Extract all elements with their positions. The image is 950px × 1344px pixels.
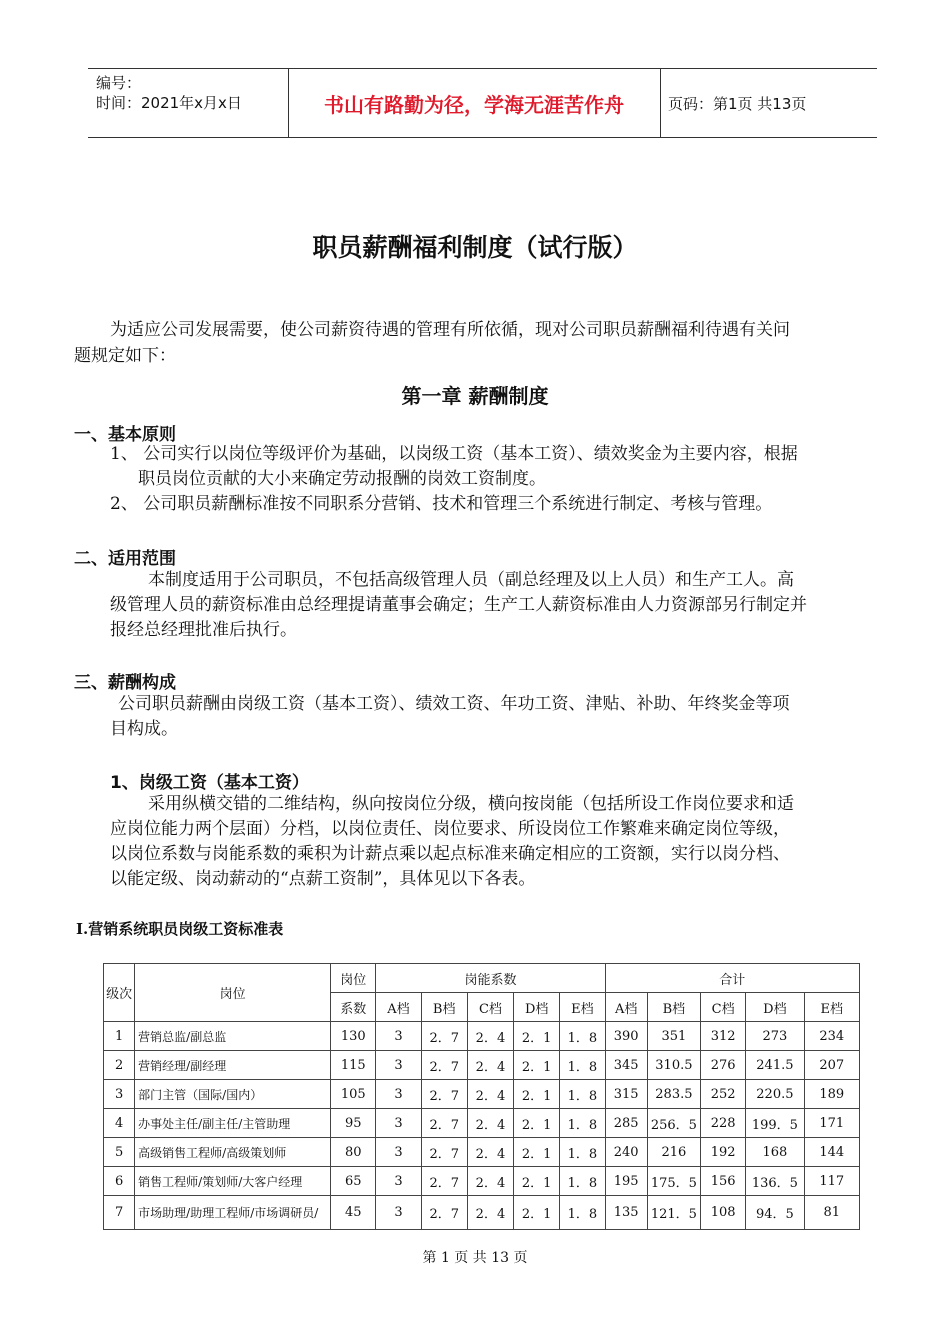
total-cell: 81 <box>804 1196 859 1230</box>
table-row <box>104 1109 860 1138</box>
ability-cell: 2．7 <box>421 1167 467 1196</box>
total-cell: 135 <box>605 1196 647 1230</box>
ability-cell: 2．7 <box>421 1051 467 1080</box>
level-cell: 5 <box>104 1138 135 1167</box>
coef-cell: 130 <box>331 1022 376 1051</box>
ability-cell: 2．1 <box>514 1051 560 1080</box>
ability-cell: 3 <box>376 1051 421 1080</box>
grade-e: E档 <box>804 993 859 1022</box>
total-cell: 171 <box>804 1109 859 1138</box>
ability-cell: 1．8 <box>560 1138 605 1167</box>
position-cell: 营销经理/副经理 <box>135 1051 331 1080</box>
ability-cell: 2．7 <box>421 1022 467 1051</box>
ability-cell: 3 <box>376 1138 421 1167</box>
ability-cell: 1．8 <box>560 1167 605 1196</box>
ability-cell: 2．4 <box>467 1080 513 1109</box>
ability-cell: 2．1 <box>514 1022 560 1051</box>
total-cell: 136．5 <box>746 1167 804 1196</box>
coef-cell: 45 <box>331 1196 376 1230</box>
salary-table <box>103 963 860 1230</box>
section-3-line-2: 目构成。 <box>110 719 178 739</box>
total-cell: 94．5 <box>746 1196 804 1230</box>
total-cell: 351 <box>647 1022 700 1051</box>
total-cell: 312 <box>701 1022 746 1051</box>
intro-line-2: 题规定如下： <box>74 346 176 366</box>
position-cell: 营销总监/副总监 <box>135 1022 331 1051</box>
total-cell: 168 <box>746 1138 804 1167</box>
subsection-1-line-3: 以岗位系数与岗能系数的乘积为计薪点乘以起点标准来确定相应的工资额，实行以岗分档、 <box>110 844 790 864</box>
grade-b: B档 <box>647 993 700 1022</box>
intro-line-1: 为适应公司发展需要，使公司薪资待遇的管理有所依循，现对公司职员薪酬福利待遇有关问 <box>110 320 790 340</box>
total-cell: 285 <box>605 1109 647 1138</box>
total-cell: 220.5 <box>746 1080 804 1109</box>
total-cell: 144 <box>804 1138 859 1167</box>
table-row <box>104 1196 860 1230</box>
ability-cell: 2．1 <box>514 1080 560 1109</box>
ability-cell: 3 <box>376 1196 421 1230</box>
ability-cell: 2．1 <box>514 1109 560 1138</box>
section-1-heading: 一、基本原则 <box>74 425 176 445</box>
level-cell: 7 <box>104 1196 135 1230</box>
header-meta <box>96 73 242 113</box>
position-cell: 部门主管（国际/国内） <box>135 1080 331 1109</box>
ability-cell: 2．7 <box>421 1196 467 1230</box>
total-cell: 228 <box>701 1109 746 1138</box>
position-cell: 销售工程师/策划师/大客户经理 <box>135 1167 331 1196</box>
total-cell: 345 <box>605 1051 647 1080</box>
grade-b: B档 <box>421 993 467 1022</box>
total-cell: 117 <box>804 1167 859 1196</box>
header-total: 合计 <box>605 964 859 993</box>
section-3-heading: 三、薪酬构成 <box>74 673 176 693</box>
ability-cell: 3 <box>376 1022 421 1051</box>
ability-cell: 2．4 <box>467 1051 513 1080</box>
section-2-heading: 二、适用范围 <box>74 549 176 569</box>
ability-cell: 1．8 <box>560 1080 605 1109</box>
table-row <box>104 1080 860 1109</box>
coef-cell: 65 <box>331 1167 376 1196</box>
ability-cell: 2．7 <box>421 1109 467 1138</box>
table-row <box>104 1022 860 1051</box>
header-level: 级次 <box>104 964 135 1022</box>
ability-cell: 2．1 <box>514 1138 560 1167</box>
total-cell: 207 <box>804 1051 859 1080</box>
grade-a: A档 <box>605 993 647 1022</box>
total-cell: 256．5 <box>647 1109 700 1138</box>
ability-cell: 2．4 <box>467 1196 513 1230</box>
section-1-item-1-line-1: 1、 公司实行以岗位等级评价为基础，以岗级工资（基本工资）、绩效奖金为主要内容，根据 <box>110 444 798 464</box>
ability-cell: 2．1 <box>514 1196 560 1230</box>
position-cell: 高级销售工程师/高级策划师 <box>135 1138 331 1167</box>
level-cell: 2 <box>104 1051 135 1080</box>
section-3-line-1: 公司职员薪酬由岗级工资（基本工资）、绩效工资、年功工资、津贴、补助、年终奖金等项 <box>118 694 790 714</box>
page-footer: 第 1 页 共 13 页 <box>422 1250 528 1266</box>
total-cell: 189 <box>804 1080 859 1109</box>
document-title: 职员薪酬福利制度（试行版） <box>312 233 638 262</box>
total-cell: 240 <box>605 1138 647 1167</box>
subsection-1-line-1: 采用纵横交错的二维结构，纵向按岗位分级，横向按岗能（包括所设工作岗位要求和适 <box>148 794 794 814</box>
header-coef-bottom: 系数 <box>331 993 376 1022</box>
total-cell: 121．5 <box>647 1196 700 1230</box>
time-label: 时间：2021年x月x日 <box>96 94 242 112</box>
section-2-line-3: 报经总经理批准后执行。 <box>110 620 297 640</box>
ability-cell: 2．4 <box>467 1109 513 1138</box>
grade-e: E档 <box>560 993 605 1022</box>
ability-cell: 3 <box>376 1080 421 1109</box>
coef-cell: 115 <box>331 1051 376 1080</box>
header-position: 岗位 <box>135 964 331 1022</box>
level-cell: 6 <box>104 1167 135 1196</box>
table-caption: Ⅰ.营销系统职员岗级工资标准表 <box>76 920 284 938</box>
level-cell: 4 <box>104 1109 135 1138</box>
section-1-item-1-line-2: 职员岗位贡献的大小来确定劳动报酬的岗效工资制度。 <box>138 469 546 489</box>
table-row <box>104 1138 860 1167</box>
total-cell: 234 <box>804 1022 859 1051</box>
ability-cell: 2．7 <box>421 1080 467 1109</box>
grade-c: C档 <box>467 993 513 1022</box>
header-page-info: 页码：第1页 共13页 <box>668 94 807 113</box>
ability-cell: 2．4 <box>467 1138 513 1167</box>
position-cell: 办事处主任/副主任/主管助理 <box>135 1109 331 1138</box>
ability-cell: 1．8 <box>560 1109 605 1138</box>
grade-d: D档 <box>746 993 804 1022</box>
total-cell: 192 <box>701 1138 746 1167</box>
level-cell: 3 <box>104 1080 135 1109</box>
ability-cell: 1．8 <box>560 1196 605 1230</box>
coef-cell: 105 <box>331 1080 376 1109</box>
section-2-line-2: 级管理人员的薪资标准由总经理提请董事会确定；生产工人薪资标准由人力资源部另行制定并 <box>110 595 807 615</box>
header-motto: 书山有路勤为径，学海无涯苦作舟 <box>324 92 624 117</box>
header-ability: 岗能系数 <box>376 964 605 993</box>
ability-cell: 2．4 <box>467 1167 513 1196</box>
subsection-1-line-4: 以能定级、岗动薪动的“点薪工资制”，具体见以下各表。 <box>110 869 536 889</box>
total-cell: 156 <box>701 1167 746 1196</box>
ability-cell: 3 <box>376 1167 421 1196</box>
ability-cell: 1．8 <box>560 1022 605 1051</box>
table-row <box>104 1167 860 1196</box>
total-cell: 283.5 <box>647 1080 700 1109</box>
total-cell: 390 <box>605 1022 647 1051</box>
page-header <box>88 68 877 138</box>
chapter-heading: 第一章 薪酬制度 <box>401 384 549 408</box>
ability-cell: 1．8 <box>560 1051 605 1080</box>
grade-d: D档 <box>514 993 560 1022</box>
total-cell: 195 <box>605 1167 647 1196</box>
subsection-1-heading: 1、岗级工资（基本工资） <box>110 773 309 793</box>
header-divider <box>660 69 661 137</box>
section-2-line-1: 本制度适用于公司职员，不包括高级管理人员（副总经理及以上人员）和生产工人。高 <box>148 570 794 590</box>
total-cell: 199．5 <box>746 1109 804 1138</box>
total-cell: 175．5 <box>647 1167 700 1196</box>
header-coef-top: 岗位 <box>331 964 376 993</box>
subsection-1-line-2: 应岗位能力两个层面）分档，以岗位责任、岗位要求、所设岗位工作繁难来确定岗位等级， <box>110 819 790 839</box>
ability-cell: 2．1 <box>514 1167 560 1196</box>
total-cell: 108 <box>701 1196 746 1230</box>
table-row <box>104 1051 860 1080</box>
total-cell: 252 <box>701 1080 746 1109</box>
grade-c: C档 <box>701 993 746 1022</box>
section-1-item-2: 2、 公司职员薪酬标准按不同职系分营销、技术和管理三个系统进行制定、考核与管理。 <box>110 494 773 514</box>
table-header-row <box>104 964 860 993</box>
total-cell: 241.5 <box>746 1051 804 1080</box>
coef-cell: 80 <box>331 1138 376 1167</box>
level-cell: 1 <box>104 1022 135 1051</box>
ability-cell: 2．7 <box>421 1138 467 1167</box>
coef-cell: 95 <box>331 1109 376 1138</box>
grade-a: A档 <box>376 993 421 1022</box>
total-cell: 276 <box>701 1051 746 1080</box>
total-cell: 315 <box>605 1080 647 1109</box>
total-cell: 216 <box>647 1138 700 1167</box>
ability-cell: 3 <box>376 1109 421 1138</box>
serial-label: 编号： <box>96 74 142 92</box>
total-cell: 273 <box>746 1022 804 1051</box>
position-cell: 市场助理/助理工程师/市场调研员/ <box>135 1196 331 1230</box>
total-cell: 310.5 <box>647 1051 700 1080</box>
ability-cell: 2．4 <box>467 1022 513 1051</box>
